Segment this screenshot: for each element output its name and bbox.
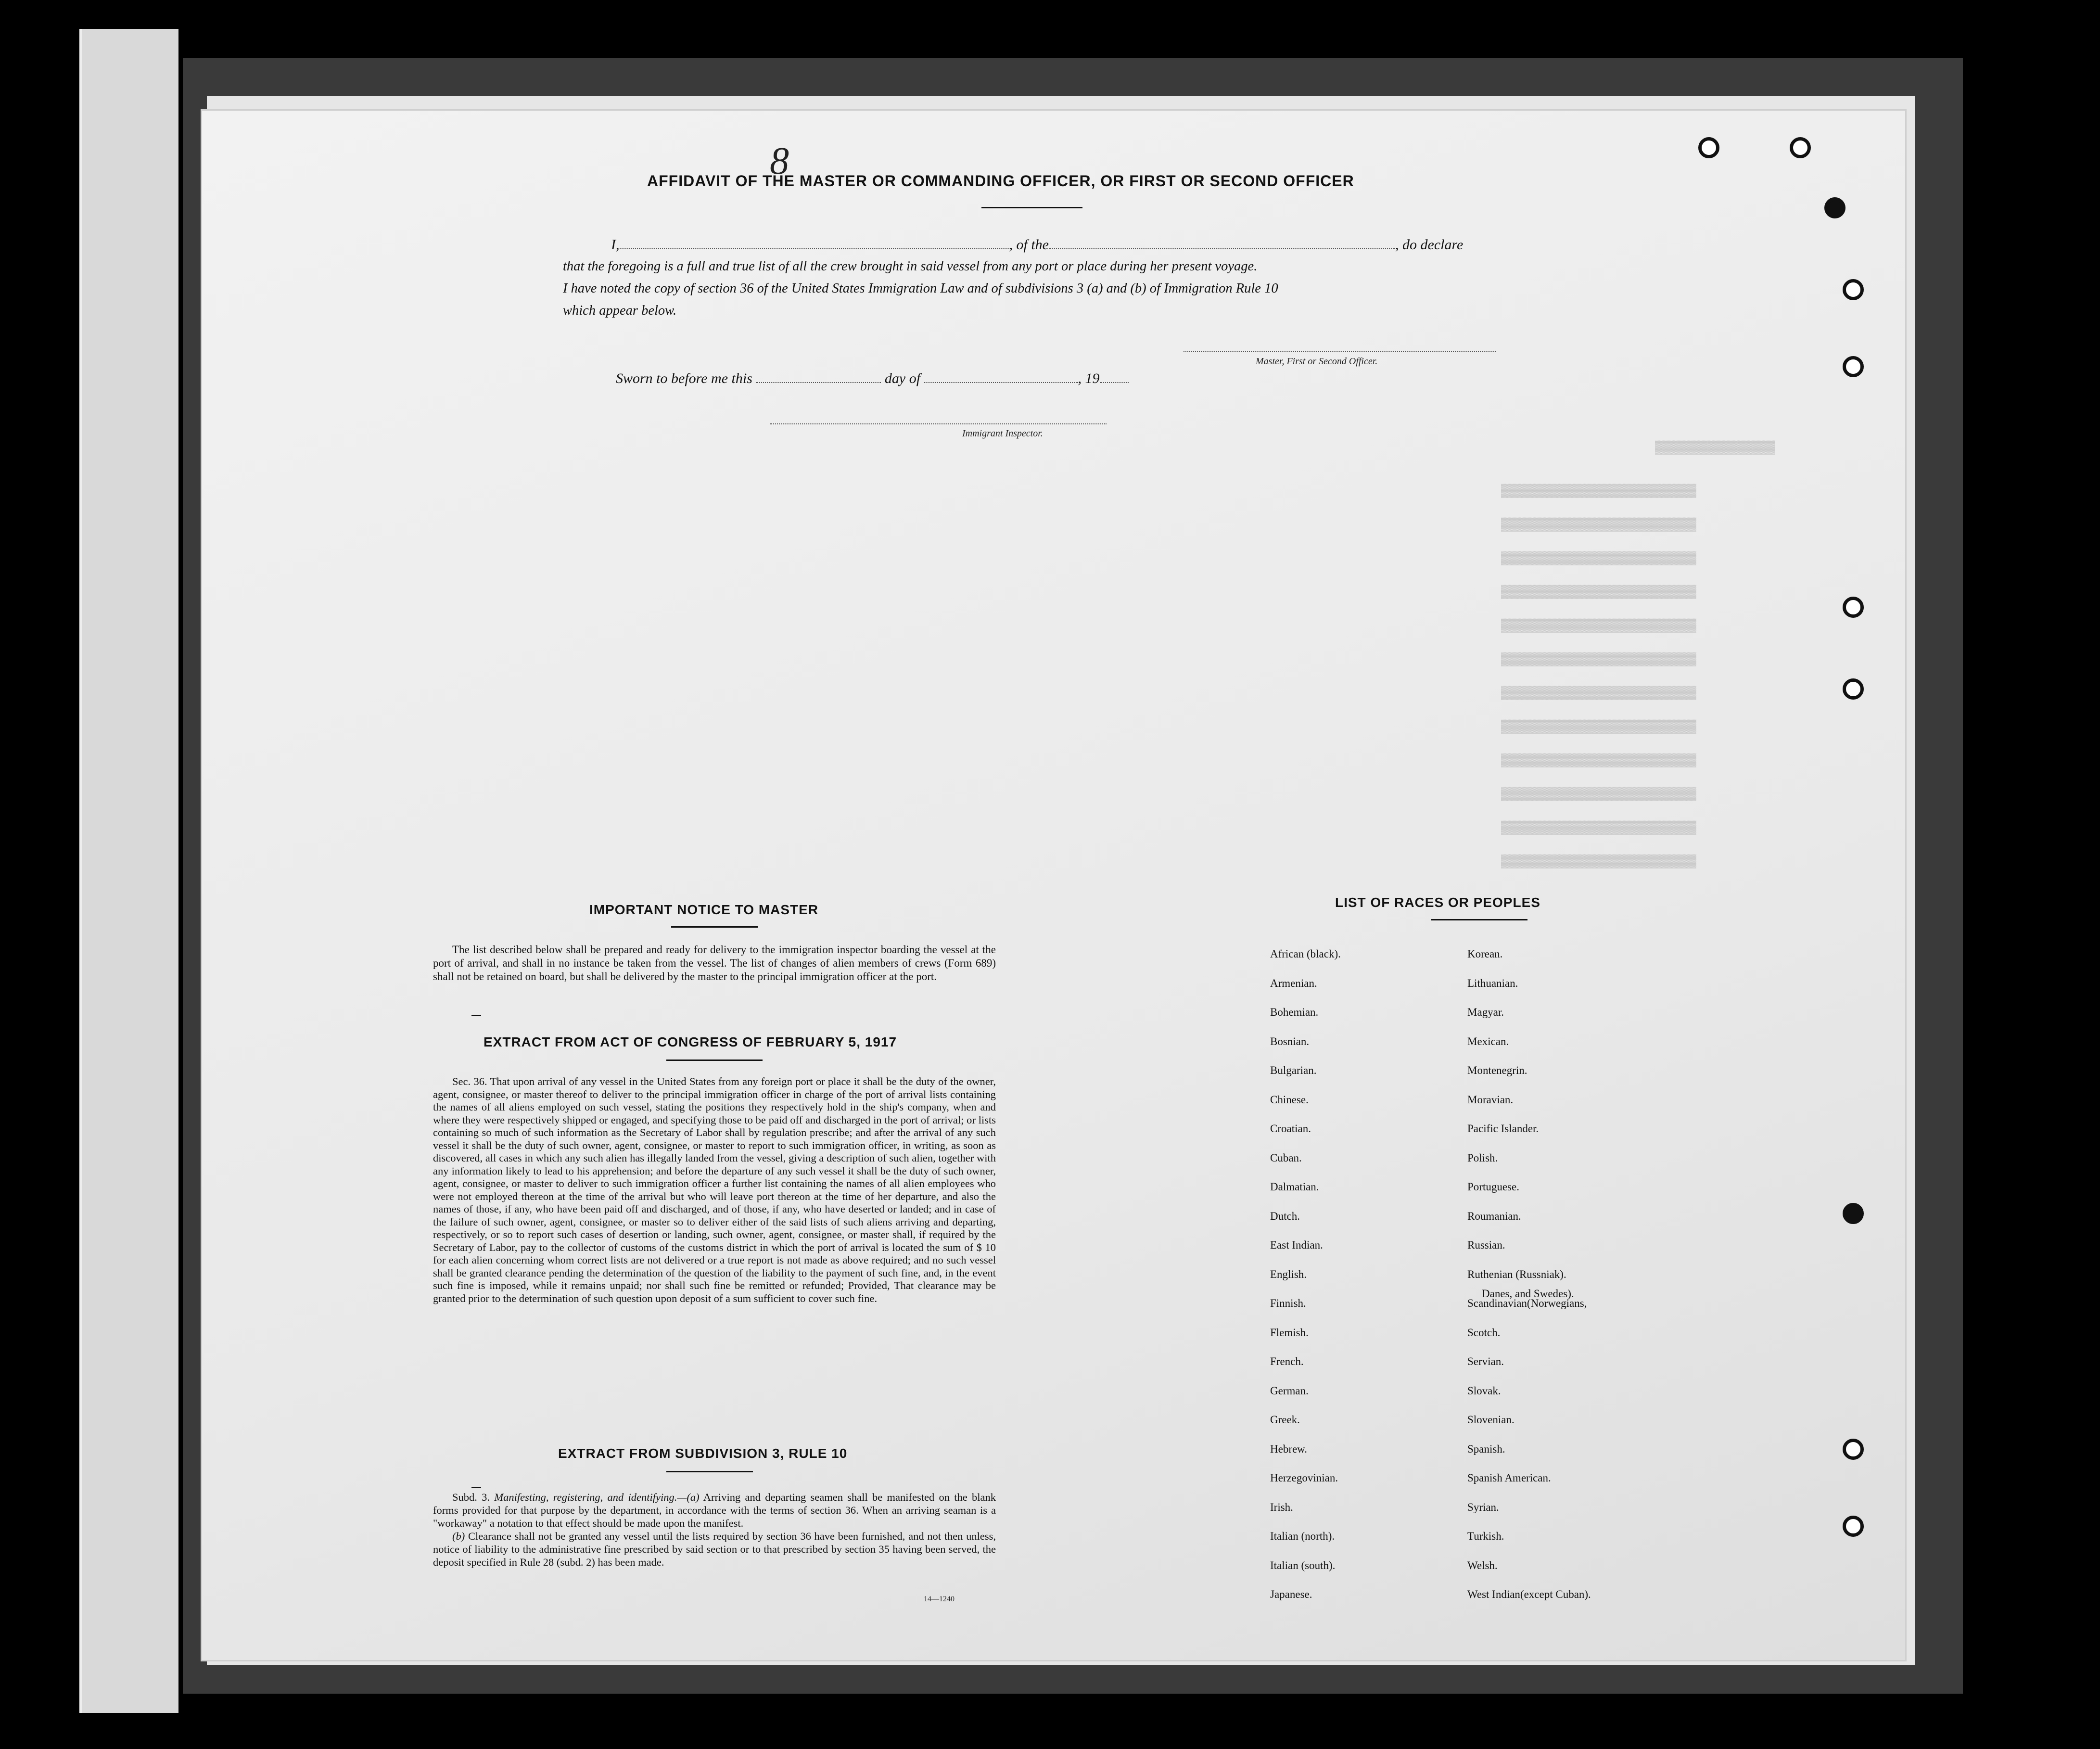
bleed-through-text: ▓▓▓▓▓▓▓▓▓▓▓▓▓▓▓▓▓▓▓▓▓▓▓▓▓▓ [1501,854,1696,868]
bleed-through-text: ▓▓▓▓▓▓▓▓▓▓▓▓▓▓▓▓▓▓▓▓▓▓▓▓▓▓ [1501,719,1696,734]
bleed-through-text: ▓▓▓▓▓▓▓▓▓▓▓▓▓▓▓▓▓▓▓▓▓▓▓▓▓▓ [1501,618,1696,633]
divider [471,1487,481,1488]
race-item: Chinese. [1270,1093,1309,1106]
race-item: Turkish. [1467,1530,1504,1542]
race-item: Roumanian. [1467,1210,1521,1222]
punch-hole [1790,137,1811,158]
punch-hole [1843,279,1864,300]
race-item: Flemish. [1270,1326,1309,1339]
race-item: Spanish American. [1467,1472,1551,1484]
race-item: Slovak. [1467,1384,1501,1397]
divider [666,1060,763,1061]
race-item: Dalmatian. [1270,1181,1319,1193]
divider [666,1471,753,1472]
punch-hole [1843,1516,1864,1537]
race-item: Syrian. [1467,1501,1499,1513]
punch-hole [1843,356,1864,377]
affidavit-line-2: that the foregoing is a full and true list of all the crew brought in said vessel from any port or place during her present voyage. [563,259,1258,274]
punch-hole [1824,197,1845,218]
bleed-through-text: ▓▓▓▓▓▓▓▓▓▓▓▓▓▓▓▓▓▓▓▓▓▓▓▓▓▓ [1501,753,1696,767]
affidavit-line-4: which appear below. [563,303,677,318]
race-item: Irish. [1270,1501,1293,1513]
bleed-through-text: ▓▓▓▓▓▓▓▓▓▓▓▓▓▓▓▓▓▓▓▓▓▓▓▓▓▓ [1501,787,1696,801]
bleed-through-text: ▓▓▓▓▓▓▓▓▓▓▓▓▓▓▓▓▓▓▓▓▓▓▓▓▓▓ [1501,686,1696,700]
bleed-through-text: ▓▓▓▓▓▓▓▓▓▓▓▓▓▓▓▓▓▓▓▓▓▓▓▓▓▓ [1501,820,1696,835]
race-item: French. [1270,1355,1304,1367]
notice-title: IMPORTANT NOTICE TO MASTER [589,902,819,917]
race-item: Cuban. [1270,1151,1302,1164]
bleed-through-text: ▓▓▓▓▓▓▓▓▓▓▓▓▓▓▓▓▓▓▓▓▓▓▓▓▓▓ [1501,585,1696,599]
document-page [202,111,1905,1660]
race-item: Scotch. [1467,1326,1501,1339]
master-signature-line [1184,351,1496,352]
race-item: East Indian. [1270,1239,1323,1251]
affidavit-title: AFFIDAVIT OF THE MASTER OR COMMANDING OFFICER, OR FIRST OR SECOND OFFICER [647,172,1354,190]
race-item: Polish. [1467,1151,1498,1164]
race-item: Dutch. [1270,1210,1300,1222]
race-item: English. [1270,1268,1307,1280]
race-item: Portuguese. [1467,1181,1519,1193]
race-item: Russian. [1467,1239,1505,1251]
notice-text: The list described below shall be prepared and ready for delivery to the immigration inspector boarding the vessel at the port of arrival, and shall in no instance be taken from the vessel. The list of changes of alien members of crews (Form 689) shall not be retained on board, but shall be delivered by the master to the principal immigration officer at the port. [433,944,996,983]
sworn-line: Sworn to before me this day of , 19 [616,370,1129,387]
race-item: Ruthenian (Russniak). [1467,1268,1566,1280]
race-item: Slovenian. [1467,1414,1515,1426]
punch-hole [1843,678,1864,700]
film-edge-left [79,29,178,1713]
race-item: Mexican. [1467,1035,1509,1047]
rule-extract-text: Subd. 3. Manifesting, registering, and identifying.—(a) Arriving and departing seamen shall be manifested on the blank forms provided for that purpose by the department, in accordance with the terms of section 36. When an arriving seaman is a "workaway" a notation to that effect should be made upon the manifest. (b) Clearance shall not be granted any vessel until the lists required by section 36 have been furnished, and not then unless, notice of liability to the administrative fine prescribed by said section or to that prescribed by section 35 having been served, the deposit specified in Rule 28 (subd. 2) has been made. [433,1491,996,1568]
race-item: Greek. [1270,1414,1300,1426]
race-item: Welsh. [1467,1559,1498,1571]
act-extract-text: Sec. 36. That upon arrival of any vessel in the United States from any foreign port or place it shall be the duty of the owner, agent, consignee, or master thereof to deliver to the principal immigration officer in charge of the port of arrival lists containing the names of all aliens employed on such vessel, stating the positions they respectively hold in the ship's company, when and where they were respectively shipped or engaged, and specifying those to be paid off and discharged in the port of arrival; or lists containing so much of such information as the Secretary of Labor shall by regulation prescribe; and after the arrival of any such vessel it shall be the duty of such owner, agent, consignee, or master to report to such immigration officer, in writing, as soon as discovered, all cases in which any such alien has illegally landed from the vessel, giving a description of such alien, together with any information likely to lead to his apprehension; and before the departure of any such vessel it shall be the duty of such owner, agent, consignee, or master to deliver to such immigration officer a further list containing the names of all alien employees who were not employed thereon at the time of the arrival but who will leave port thereon at the time of her departure, and also the names of those, if any, who have been paid off and discharged, and of those, if any, who have deserted or landed; and in case of the failure of such owner, agent, consignee, or master so to deliver either of the said lists of such aliens arriving and departing, respectively, or so to report such cases of desertion or landing, such owner, agent, consignee, or master shall, if required by the Secretary of Labor, pay to the collector of customs of the customs district in which the port of arrival is located the sum of $ 10 for each alien concerning whom correct lists are not delivered or a true report is not made as above required; and no such vessel shall be granted clearance pending the determination of the question of the liability to the payment of such fine, and, in the event such fine is imposed, while it remains unpaid; nor shall such fine be remitted or refunded; Provided, That clearance may be granted prior to the determination of such question upon deposit of a sum sufficient to cover such fine. [433,1075,996,1304]
race-item: Herzegovinian. [1270,1472,1338,1484]
race-item: Moravian. [1467,1093,1514,1106]
races-title: LIST OF RACES OR PEOPLES [1335,895,1540,910]
act-extract-title: EXTRACT FROM ACT OF CONGRESS OF FEBRUARY 5, 1917 [484,1034,897,1049]
divider [671,926,758,928]
bleed-through-text: ▓▓▓▓▓▓▓▓▓▓▓▓▓▓▓▓▓▓▓▓▓▓▓▓▓▓ [1501,517,1696,532]
race-item: Bulgarian. [1270,1064,1317,1076]
race-item: Montenegrin. [1467,1064,1527,1076]
affidavit-line-3: I have noted the copy of section 36 of the United States Immigration Law and of subdivisions 3 (a) and (b) of Immigration Rule 10 [563,281,1278,296]
race-item: Croatian. [1270,1123,1311,1135]
race-item: Italian (south). [1270,1559,1336,1571]
affidavit-line-1: I, , of the , do declare [611,237,1464,253]
divider [471,1015,481,1016]
race-item-cont: Danes, and Swedes). [1482,1288,1574,1300]
race-item: Japanese. [1270,1588,1312,1600]
bleed-through-text: ▓▓▓▓▓▓▓▓▓▓▓▓▓▓▓▓ [1655,440,1775,455]
race-item: Hebrew. [1270,1443,1308,1455]
race-item: Bosnian. [1270,1035,1310,1047]
race-item: Pacific Islander. [1467,1123,1539,1135]
bleed-through-text: ▓▓▓▓▓▓▓▓▓▓▓▓▓▓▓▓▓▓▓▓▓▓▓▓▓▓ [1501,652,1696,666]
race-item: Finnish. [1270,1297,1306,1309]
punch-hole [1843,597,1864,618]
inspector-label: Immigrant Inspector. [962,428,1043,439]
punch-hole [1698,137,1719,158]
race-item: Armenian. [1270,977,1317,989]
master-signature-label: Master, First or Second Officer. [1256,356,1378,367]
race-item: Spanish. [1467,1443,1505,1455]
bleed-through-text: ▓▓▓▓▓▓▓▓▓▓▓▓▓▓▓▓▓▓▓▓▓▓▓▓▓▓ [1501,484,1696,498]
race-item: African (black). [1270,948,1341,960]
race-item: Lithuanian. [1467,977,1518,989]
race-item: Bohemian. [1270,1006,1319,1018]
form-number: 14—1240 [924,1595,955,1603]
rule-extract-title: EXTRACT FROM SUBDIVISION 3, RULE 10 [558,1446,848,1461]
race-item: Scandinavian(Norwegians, [1467,1297,1587,1309]
race-item: Magyar. [1467,1006,1504,1018]
race-item: Italian (north). [1270,1530,1335,1542]
race-item: Servian. [1467,1355,1504,1367]
bleed-through-text: ▓▓▓▓▓▓▓▓▓▓▓▓▓▓▓▓▓▓▓▓▓▓▓▓▓▓ [1501,551,1696,565]
race-item: Korean. [1467,948,1503,960]
race-item: German. [1270,1384,1309,1397]
divider [1431,919,1527,920]
race-item: West Indian(except Cuban). [1467,1588,1591,1600]
handwritten-mark: 8 [770,140,789,182]
inspector-signature-line [770,423,1107,424]
punch-hole [1843,1203,1864,1224]
divider [981,207,1082,208]
punch-hole [1843,1439,1864,1460]
